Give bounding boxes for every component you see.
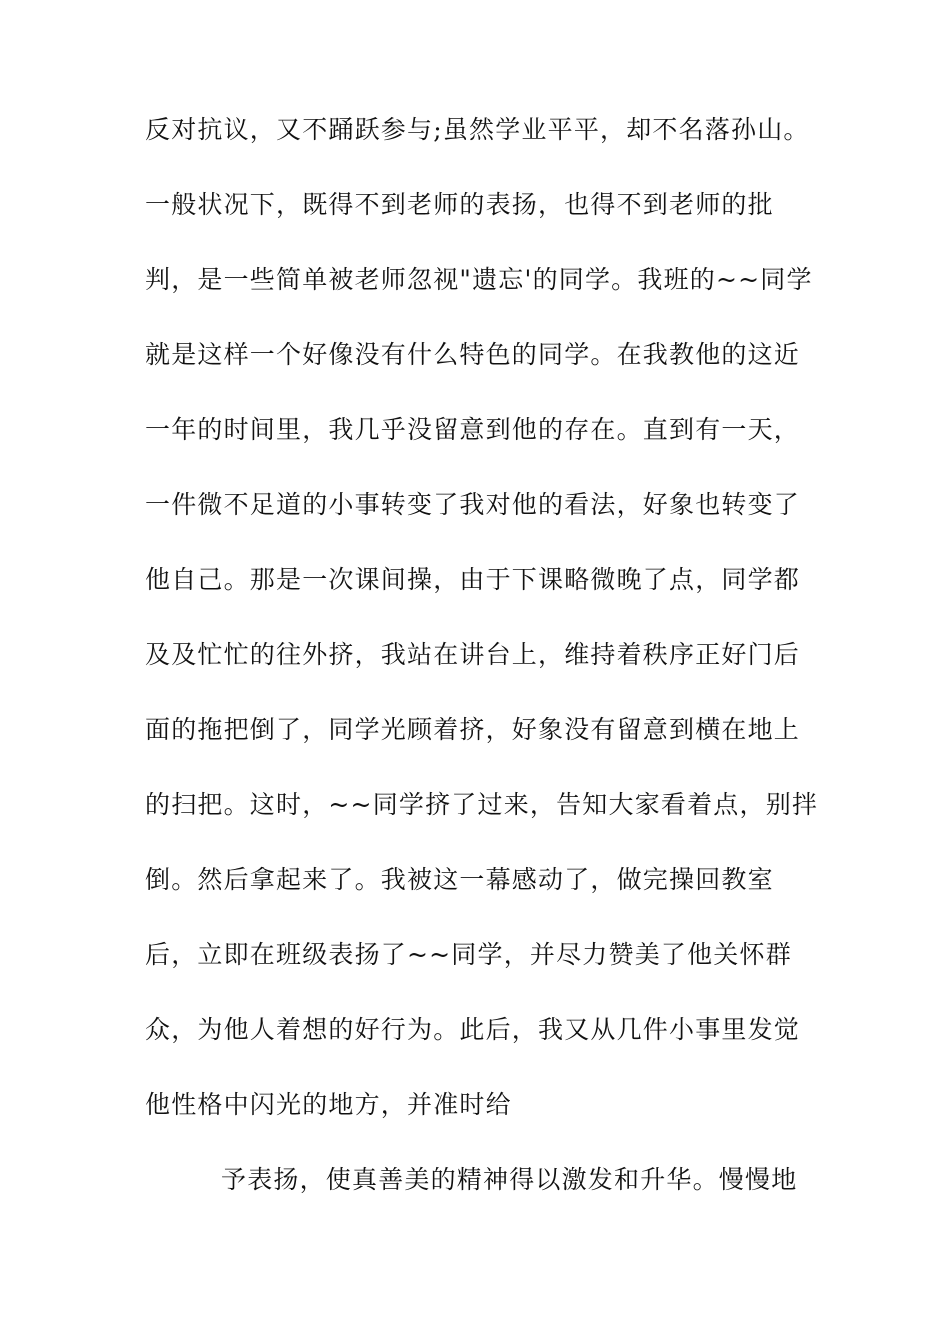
text-line: 众，为他人着想的好行为。此后，我又从几件小事里发觉 — [145, 1015, 801, 1044]
text-line: 一般状况下，既得不到老师的表扬，也得不到老师的批 — [145, 190, 774, 219]
text-line: 面的拖把倒了，同学光顾着挤，好象没有留意到横在地上 — [145, 715, 801, 744]
text-line: 他自己。那是一次课间操，由于下课略微晚了点，同学都 — [145, 565, 801, 594]
text-line: 判，是一些简单被老师忽视"遗忘'的同学。我班的~~同学 — [145, 265, 813, 294]
paragraph-first-line: 予表扬，使真善美的精神得以激发和升华。慢慢地 — [221, 1165, 798, 1194]
text-line: 反对抗议，又不踊跃参与;虽然学业平平，却不名落孙山。 — [145, 115, 810, 144]
text-line: 及及忙忙的往外挤，我站在讲台上，维持着秩序正好门后 — [145, 640, 801, 669]
text-line: 的扫把。这时，~~同学挤了过来，告知大家看着点，别拌 — [145, 790, 819, 819]
text-line: 一件微不足道的小事转变了我对他的看法，好象也转变了 — [145, 490, 801, 519]
text-line: 一年的时间里，我几乎没留意到他的存在。直到有一天， — [145, 415, 801, 444]
text-line: 倒。然后拿起来了。我被这一幕感动了，做完操回教室 — [145, 865, 774, 894]
text-line: 就是这样一个好像没有什么特色的同学。在我教他的这近 — [145, 340, 801, 369]
text-line: 后，立即在班级表扬了~~同学，并尽力赞美了他关怀群 — [145, 940, 792, 969]
text-line: 他性格中闪光的地方，并准时给 — [145, 1090, 512, 1119]
